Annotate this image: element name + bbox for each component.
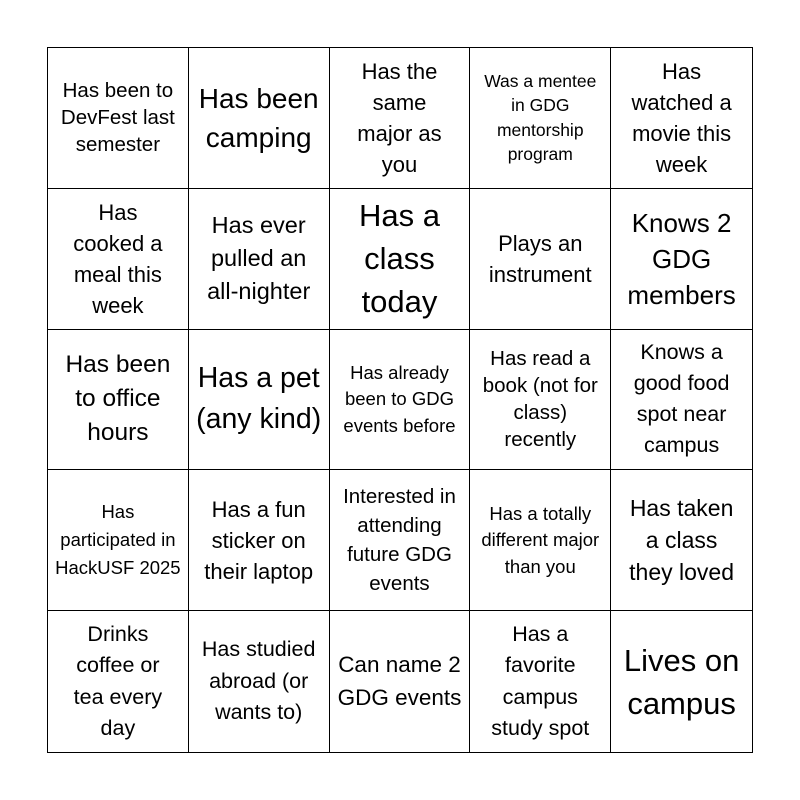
cell-text: Was a mentee in GDG mentorship program <box>484 70 597 165</box>
cell-text: Can name 2 GDG events <box>337 652 462 710</box>
bingo-cell[interactable] <box>189 330 330 471</box>
cell-text: Plays an instrument <box>488 230 592 287</box>
cell-text: Has already been to GDG events before <box>343 361 456 436</box>
bingo-cell[interactable] <box>470 48 611 189</box>
cell-text: Has a pet (any kind) <box>196 362 322 436</box>
bingo-cell[interactable] <box>48 330 189 471</box>
bingo-cell[interactable] <box>611 611 752 752</box>
bingo-cell[interactable] <box>470 330 611 471</box>
cell-text: Has ever pulled an all-nighter <box>207 212 311 305</box>
bingo-cell[interactable] <box>189 48 330 189</box>
cell-text: Has been to DevFest last semester <box>60 79 175 157</box>
bingo-cell[interactable] <box>470 611 611 752</box>
bingo-cell[interactable] <box>611 330 752 471</box>
cell-text: Has a favorite campus study spot <box>491 621 590 741</box>
bingo-board <box>47 47 753 753</box>
cell-text: Has the same major as you <box>357 58 442 177</box>
bingo-cell[interactable] <box>611 189 752 330</box>
cell-text: Has studied abroad (or wants to) <box>201 637 316 725</box>
bingo-cell[interactable] <box>189 470 330 611</box>
cell-text: Has participated in HackUSF 2025 <box>55 501 181 579</box>
bingo-cell[interactable] <box>470 470 611 611</box>
cell-text: Has been to office hours <box>65 351 171 447</box>
bingo-cell[interactable] <box>330 48 471 189</box>
cell-text: Has been camping <box>198 82 319 153</box>
cell-text: Knows a good food spot near campus <box>633 340 730 458</box>
bingo-cell[interactable] <box>611 48 752 189</box>
bingo-cell[interactable] <box>189 611 330 752</box>
cell-text: Has watched a movie this week <box>631 58 732 177</box>
cell-text: Interested in attending future GDG events <box>343 485 456 596</box>
cell-text: Has a totally different major than you <box>481 502 600 577</box>
cell-text: Lives on campus <box>623 642 740 721</box>
cell-text: Has a fun sticker on their laptop <box>204 496 314 584</box>
bingo-cell[interactable] <box>330 470 471 611</box>
bingo-cell[interactable] <box>330 330 471 471</box>
bingo-cell[interactable] <box>48 611 189 752</box>
bingo-cell[interactable] <box>611 470 752 611</box>
bingo-cell[interactable] <box>330 189 471 330</box>
bingo-cell[interactable] <box>470 189 611 330</box>
cell-text: Has taken a class they loved <box>629 495 735 586</box>
bingo-cell[interactable] <box>189 189 330 330</box>
bingo-cell[interactable] <box>48 48 189 189</box>
cell-text: Has cooked a meal this week <box>73 199 163 318</box>
cell-text: Has read a book (not for class) recently <box>482 347 598 452</box>
bingo-cell[interactable] <box>48 189 189 330</box>
cell-text: Has a class today <box>358 198 440 320</box>
bingo-cell[interactable] <box>330 611 471 752</box>
cell-text: Knows 2 GDG members <box>627 207 736 310</box>
cell-text: Drinks coffee or tea every day <box>73 621 163 741</box>
bingo-cell[interactable] <box>48 470 189 611</box>
